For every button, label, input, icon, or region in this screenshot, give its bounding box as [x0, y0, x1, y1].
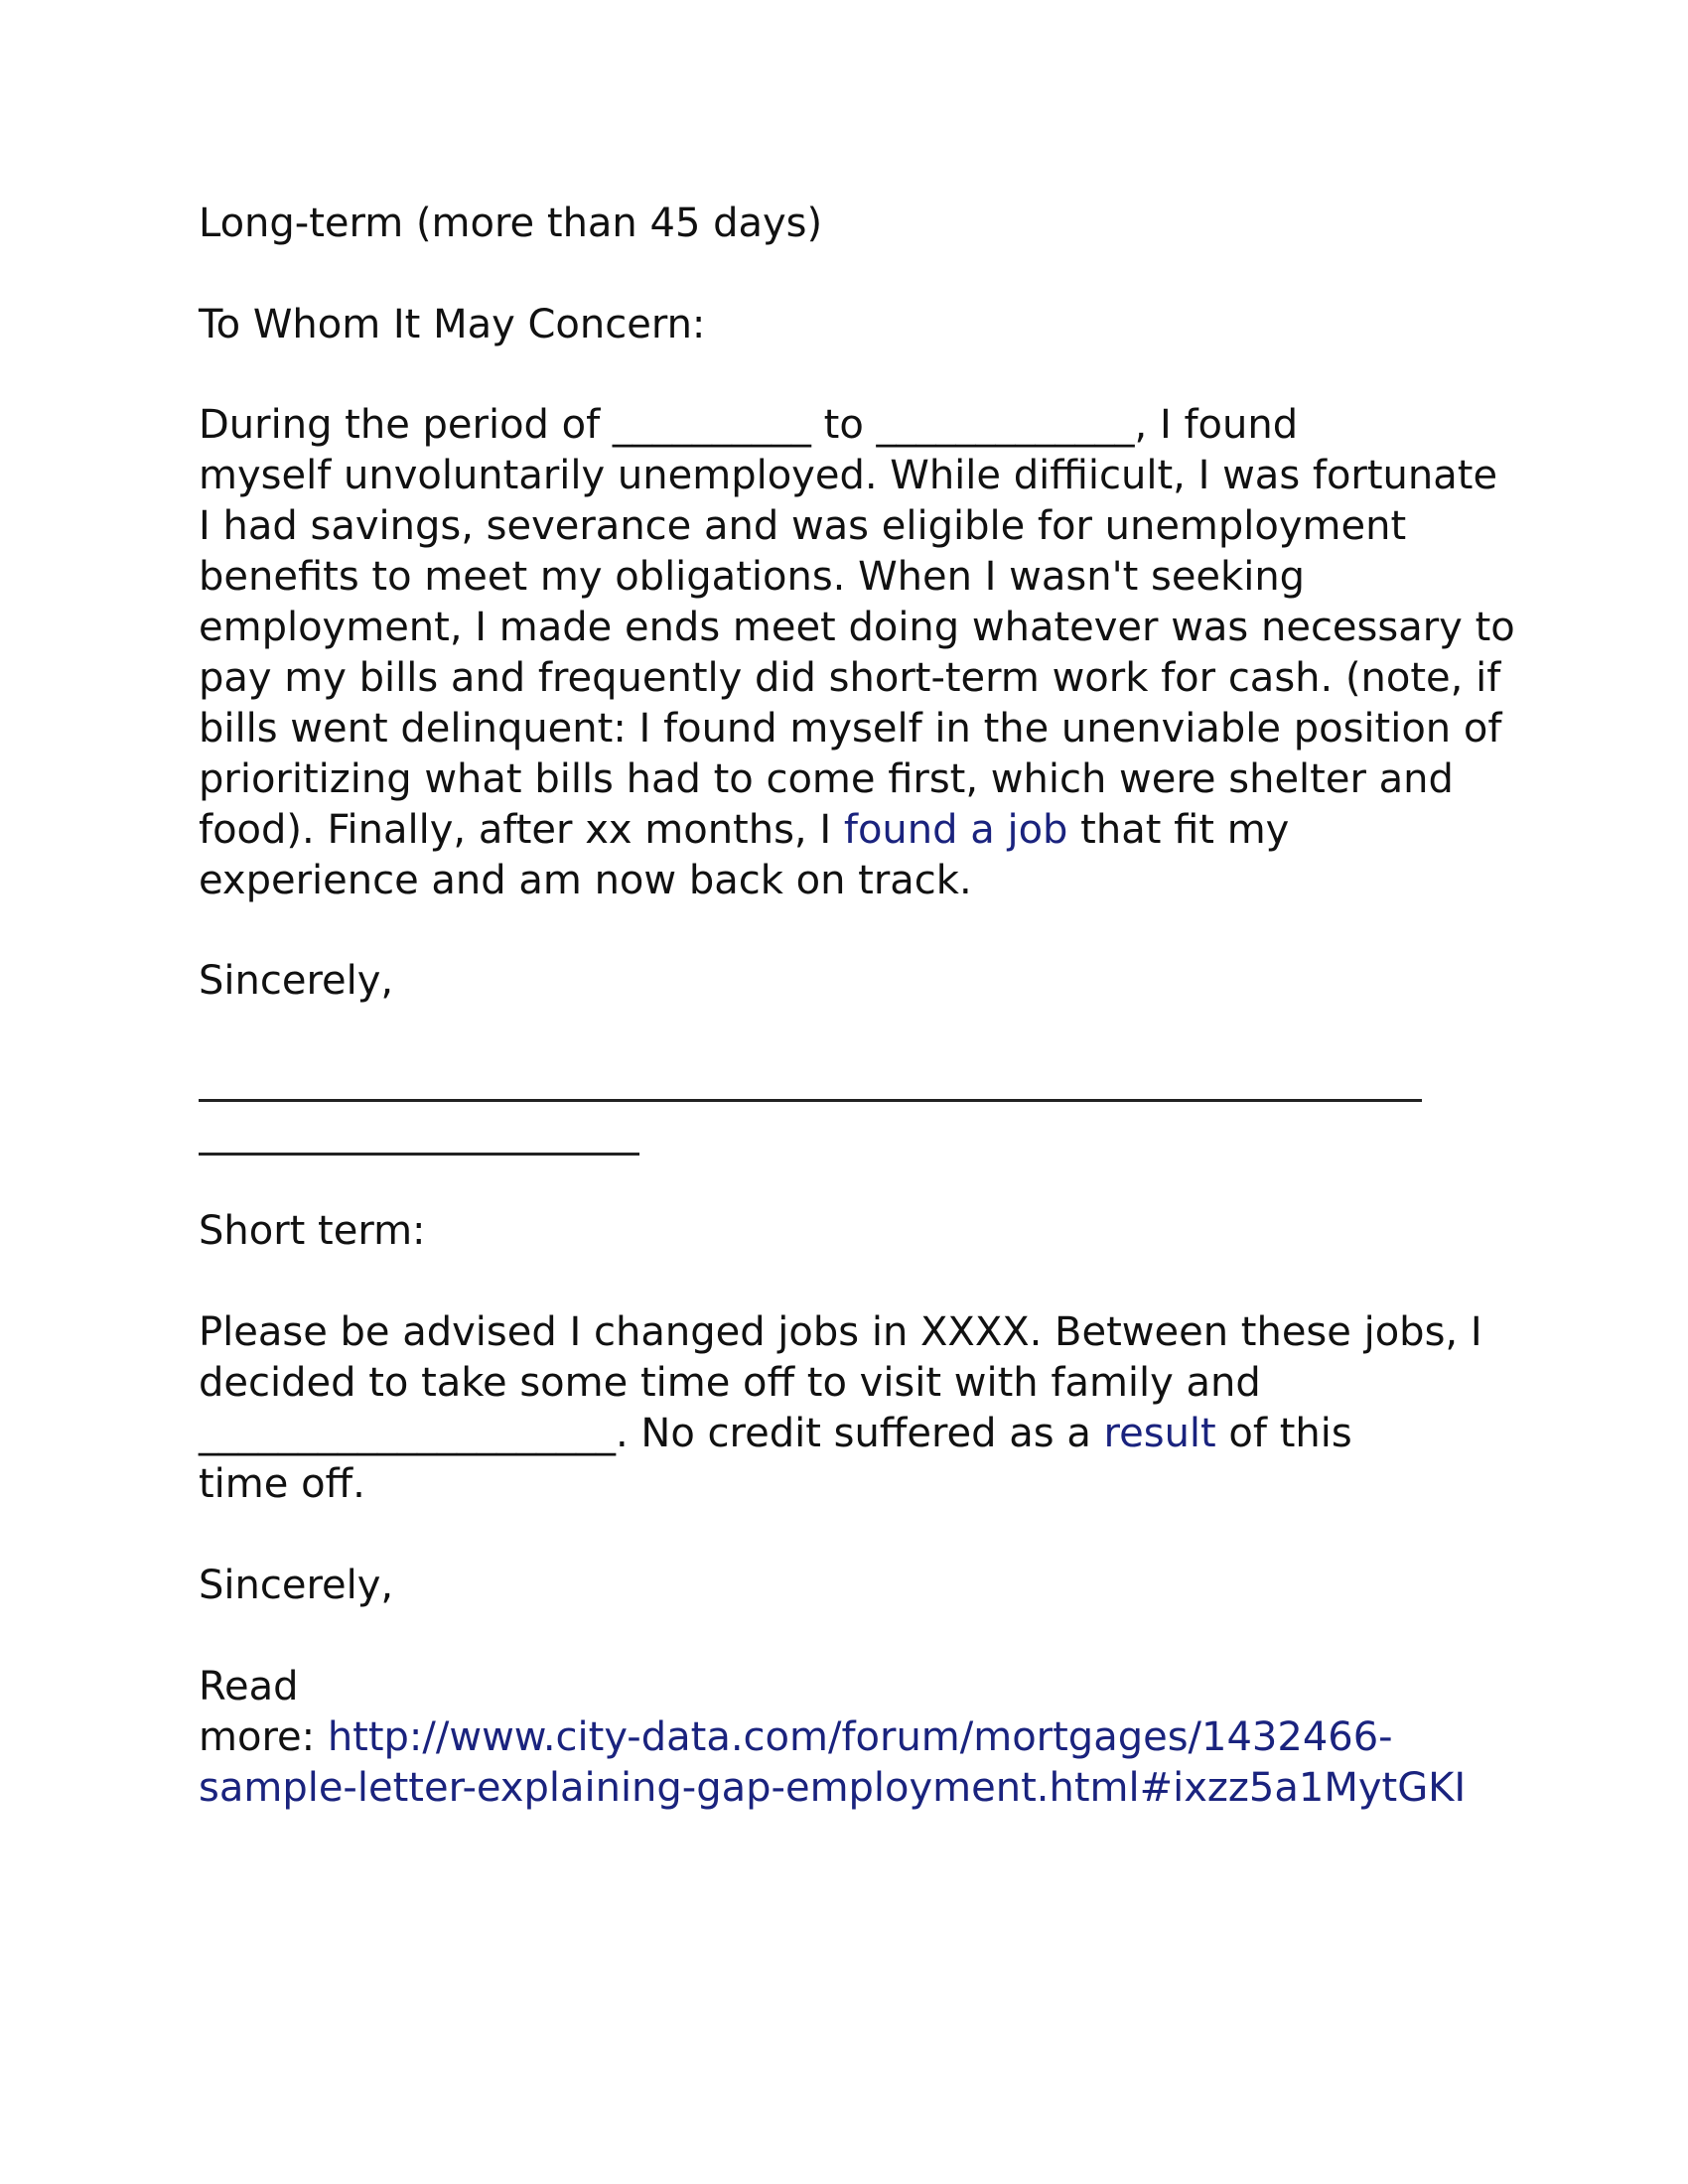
long-term-heading: Long-term (more than 45 days): [199, 201, 823, 246]
paragraph-line: prioritizing what bills had to come first, which were shelter and: [199, 756, 1454, 802]
line-text: _____________________. No credit suffered as a: [199, 1411, 1104, 1456]
paragraph-line: I had savings, severance and was eligible for unemployment: [199, 503, 1407, 549]
read-more-label-continued: more:: [199, 1714, 328, 1760]
short-term-heading: Short term:: [199, 1208, 426, 1254]
source-url-link-continued[interactable]: sample-letter-explaining-gap-employment.html#ixzz5a1MytGKI: [199, 1765, 1467, 1811]
long-term-closing: Sincerely,: [199, 958, 394, 1004]
paragraph-line: Please be advised I changed jobs in XXXX. Between these jobs, I: [199, 1309, 1482, 1355]
paragraph-line: decided to take some time off to visit with family and: [199, 1360, 1261, 1406]
short-term-paragraph: [199, 1307, 1509, 1510]
paragraph-line: [199, 1409, 1509, 1459]
signature-line-continued: [199, 1153, 639, 1156]
paragraph-line: time off.: [199, 1461, 365, 1507]
line-text: of this: [1215, 1411, 1352, 1456]
paragraph-line: myself unvoluntarily unemployed. While diffiicult, I was fortunate: [199, 453, 1498, 498]
result-link[interactable]: result: [1103, 1411, 1216, 1456]
long-term-paragraph: [199, 400, 1515, 906]
salutation: To Whom It May Concern:: [199, 302, 706, 347]
read-more-line: [199, 1763, 1509, 1814]
paragraph-line: During the period of __________ to _____________, I found: [199, 402, 1299, 448]
paragraph-line: employment, I made ends meet doing whatever was necessary to: [199, 605, 1515, 650]
paragraph-line: bills went delinquent: I found myself in the unenviable position of: [199, 706, 1502, 751]
line-text: that fit my: [1067, 807, 1290, 853]
short-term-closing: Sincerely,: [199, 1563, 394, 1608]
paragraph-line: pay my bills and frequently did short-term work for cash. (note, if: [199, 655, 1501, 701]
line-text: food). Finally, after xx months, I: [199, 807, 844, 853]
found-a-job-link[interactable]: found a job: [843, 807, 1068, 853]
source-url-link[interactable]: http://www.city-data.com/forum/mortgages/1432466-: [327, 1714, 1393, 1760]
signature-line: [199, 1099, 1422, 1102]
read-more-label: Read: [199, 1664, 299, 1709]
read-more-block: [199, 1662, 1509, 1814]
paragraph-line: [199, 805, 1509, 856]
paragraph-line: benefits to meet my obligations. When I wasn't seeking: [199, 554, 1306, 600]
paragraph-line: experience and am now back on track.: [199, 858, 972, 903]
read-more-line: [199, 1712, 1509, 1763]
